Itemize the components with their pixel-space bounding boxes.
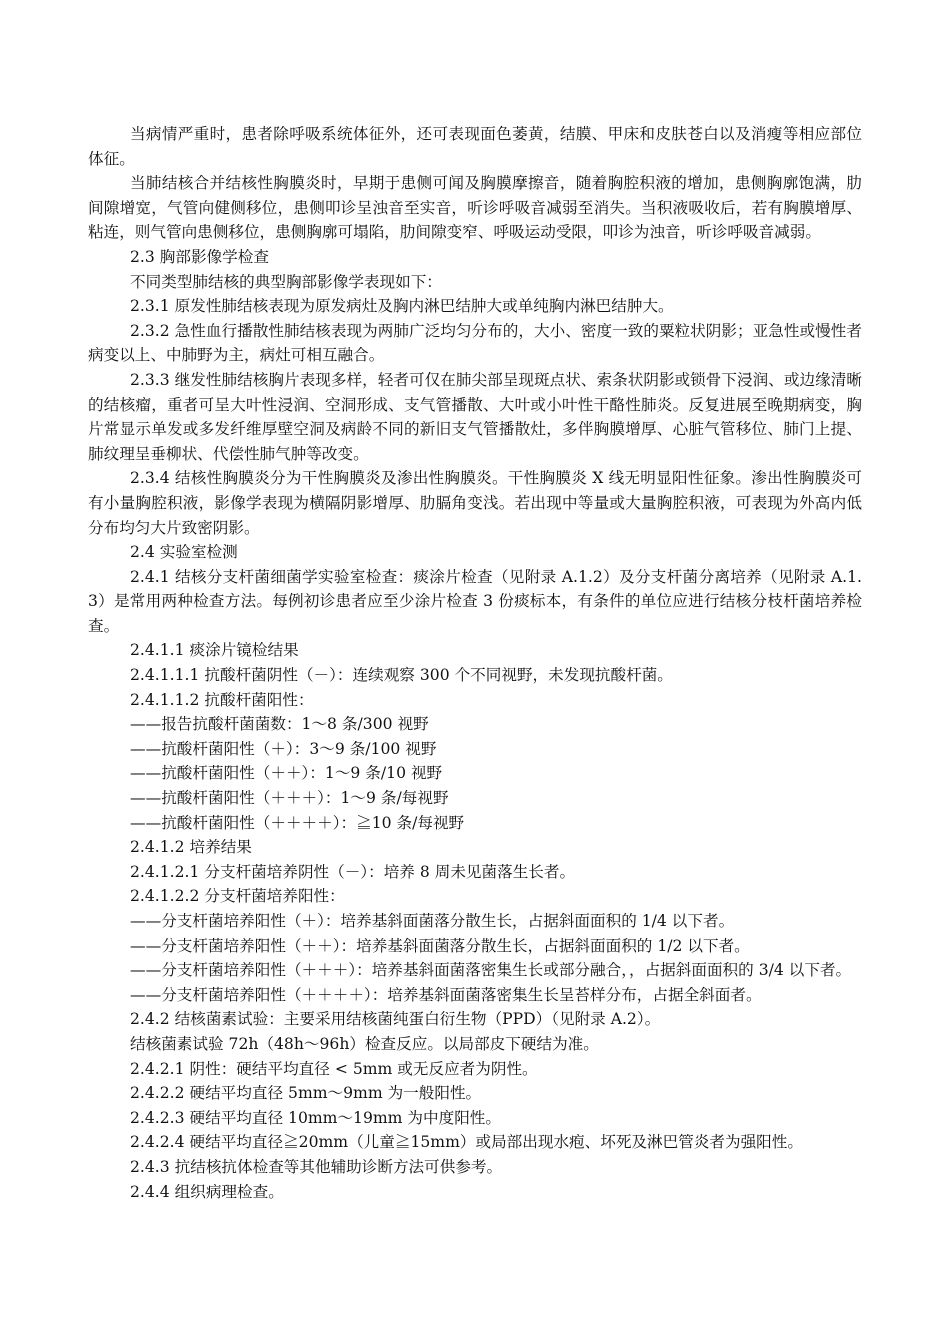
section-2-3-1: 2.3.1 原发性肺结核表现为原发病灶及胸内淋巴结肿大或单纯胸内淋巴结肿大。	[130, 297, 674, 316]
paragraph-pleurisy-signs: 当肺结核合并结核性胸膜炎时，早期于患侧可闻及胸膜摩擦音，随着胸腔积液的增加，患侧胸廓饱满，肋间隙增宽，气管向健侧移位，患侧叩诊呈浊音至实音，听诊呼吸音减弱至消失。当积液吸收后，若有胸膜增厚、粘连，则气管向患侧移位，患侧胸廓可塌陷，肋间隙变窄、呼吸运动受限，叩诊为浊音，听诊呼吸音减弱。	[88, 174, 862, 242]
paragraph-severe-signs: 当病情严重时，患者除呼吸系统体征外，还可表现面色萎黄，结膜、甲床和皮肤苍白以及消瘦等相应部位体征。	[88, 125, 862, 168]
section-heading-2-3: 2.3 胸部影像学检查	[130, 247, 269, 266]
section-2-4-1-2-1: 2.4.1.2.1 分支杆菌培养阴性（－）：培养 8 周未见菌落生长者。	[130, 862, 576, 881]
smear-result-item: ——抗酸杆菌阳性（＋＋＋）：1～9 条/每视野	[130, 789, 449, 808]
smear-result-item: ——报告抗酸杆菌菌数：1～8 条/300 视野	[130, 715, 429, 734]
section-2-3-intro: 不同类型肺结核的典型胸部影像学表现如下：	[130, 272, 442, 291]
section-2-4-1-2-2: 2.4.1.2.2 分支杆菌培养阳性：	[130, 887, 345, 906]
section-2-4-1-2: 2.4.1.2 培养结果	[130, 838, 252, 857]
section-2-3-2: 2.3.2 急性血行播散性肺结核表现为两肺广泛均匀分布的，大小、密度一致的粟粒状阴影；亚急性或慢性者病变以上、中肺野为主，病灶可相互融合。	[88, 321, 862, 365]
section-2-4-2-1: 2.4.2.1 阴性：硬结平均直径 < 5mm 或无反应者为阴性。	[130, 1059, 538, 1078]
section-2-4-4: 2.4.4 组织病理检查。	[130, 1182, 284, 1201]
culture-result-item: ——分支杆菌培养阳性（＋＋）：培养基斜面菌落分散生长，占据斜面面积的 1/2 以下者。	[130, 936, 750, 955]
section-2-4-1: 2.4.1 结核分支杆菌细菌学实验室检查：痰涂片检查（见附录 A.1.2）及分支杆菌分离培养（见附录 A.1.3）是常用两种检查方法。每例初诊患者应至少涂片检查 3 份痰标本，有条件的单位应进行结核分枝杆菌培养检查。	[88, 567, 862, 635]
section-2-4-2: 2.4.2 结核菌素试验：主要采用结核菌纯蛋白衍生物（PPD）（见附录 A.2）。	[130, 1010, 661, 1029]
section-2-4-3: 2.4.3 抗结核抗体检查等其他辅助诊断方法可供参考。	[130, 1157, 503, 1176]
culture-result-item: ——分支杆菌培养阳性（＋）：培养基斜面菌落分散生长，占据斜面面积的 1/4 以下者。	[130, 912, 735, 930]
smear-result-item: ——抗酸杆菌阳性（＋）：3～9 条/100 视野	[130, 739, 437, 758]
section-2-4-2-4: 2.4.2.4 硬结平均直径≧20mm（儿童≧15mm）或局部出现水疱、坏死及淋巴管炎者为强阳性。	[130, 1133, 803, 1152]
section-2-4-1-1-2: 2.4.1.1.2 抗酸杆菌阳性：	[130, 690, 314, 709]
section-2-4-1-1: 2.4.1.1 痰涂片镜检结果	[130, 641, 299, 660]
section-2-4-1-1-1: 2.4.1.1.1 抗酸杆菌阴性（－）：连续观察 300 个不同视野，未发现抗酸杆菌。	[130, 666, 673, 685]
section-heading-2-4: 2.4 实验室检测	[130, 543, 238, 562]
section-2-4-2-note: 结核菌素试验 72h（48h～96h）检查反应。以局部皮下硬结为准。	[130, 1034, 599, 1053]
section-2-3-4: 2.3.4 结核性胸膜炎分为干性胸膜炎及渗出性胸膜炎。干性胸膜炎 X 线无明显阳性征象。渗出性胸膜炎可有小量胸腔积液，影像学表现为横隔阴影增厚、肋膈角变浅。若出现中等量或大量胸腔积液，可表现为外高内低分布均匀大片致密阴影。	[88, 469, 862, 537]
smear-result-item: ——抗酸杆菌阳性（＋＋＋＋）：≧10 条/每视野	[130, 813, 465, 832]
smear-result-item: ——抗酸杆菌阳性（＋＋）：1～9 条/10 视野	[130, 764, 443, 783]
section-2-3-3: 2.3.3 继发性肺结核胸片表现多样，轻者可仅在肺尖部呈现斑点状、索条状阴影或锁骨下浸润、或边缘清晰的结核瘤，重者可呈大叶性浸润、空洞形成、支气管播散、大叶或小叶性干酪性肺炎。反复进展至晚期病变，胸片常显示单发或多发纤维厚壁空洞及病龄不同的新旧支气管播散灶，多伴胸膜增厚、心脏气管移位、肺门上提、肺纹理呈垂柳状、代偿性肺气肿等改变。	[88, 370, 862, 463]
culture-result-item: ——分支杆菌培养阳性（＋＋＋）：培养基斜面菌落密集生长或部分融合，，占据斜面面积的 3/4 以下者。	[130, 961, 852, 980]
culture-result-item: ——分支杆菌培养阳性（＋＋＋＋）：培养基斜面菌落密集生长呈苔样分布，占据全斜面者。	[130, 985, 762, 1004]
section-2-4-2-3: 2.4.2.3 硬结平均直径 10mm～19mm 为中度阳性。	[130, 1108, 501, 1127]
section-2-4-2-2: 2.4.2.2 硬结平均直径 5mm～9mm 为一般阳性。	[130, 1084, 482, 1103]
